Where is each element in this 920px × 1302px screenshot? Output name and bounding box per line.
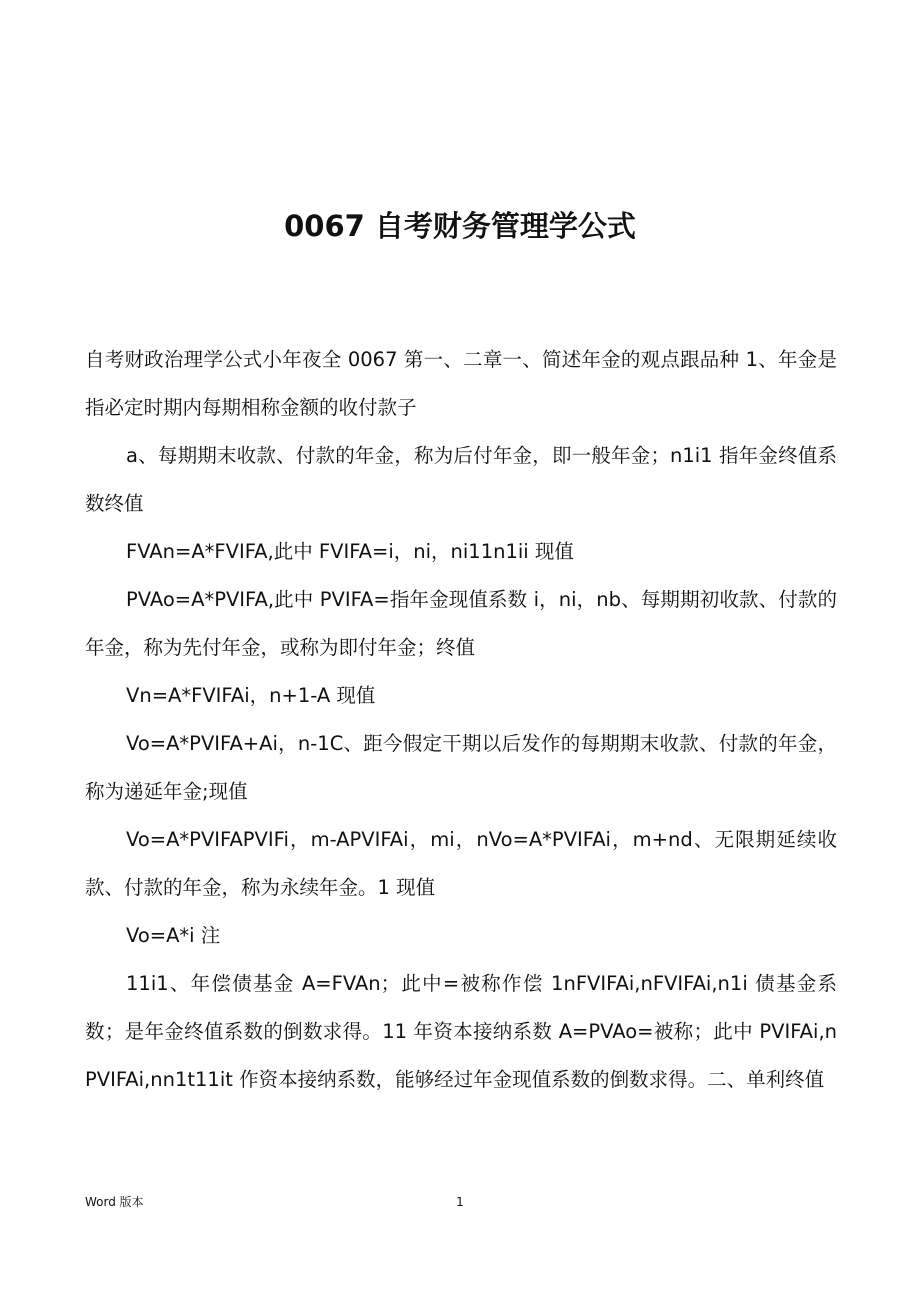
document-title: 0067 自考财务管理学公式 <box>284 209 636 243</box>
paragraph-deferred-annuity: Vo=A*PVIFA+Ai，n-1C、距今假定干期以后发作的每期期末收款、付款的年金，称为递延年金;现值 <box>85 732 837 803</box>
paragraph-perpetuity: Vo=A*PVIFAPVIFi，m-APVIFAi，mi，nVo=A*PVIFAi，m+nd、无限期延续收款、付款的年金，称为永续年金。1 现值 <box>85 828 837 899</box>
document-body <box>85 336 837 1104</box>
paragraph-pvao-formula: PVAo=A*PVIFA,此中 PVIFA=指年金现值系数 i，ni，nb、每期期初收款、付款的年金，称为先付年金，或称为即付年金；终值 <box>85 588 837 659</box>
paragraph-fvan-formula: FVAn=A*FVIFA,此中 FVIFA=i，ni，ni11n1ii 现值 <box>126 540 574 563</box>
paragraph-sinking-fund: 11i1、年偿债基金 A=FVAn；此中=被称作偿 1nFVIFAi,nFVIFAi,n1i 债基金系数；是年金终值系数的倒数求得。11 年资本接纳系数 A=PVAo=被称；此中 PVIFAi,nPVIFAi,nn1t11it 作资本接纳系数，能够经过年金现值系数的倒数求得。二、单利终值 <box>85 972 837 1091</box>
paragraph-intro: 自考财政治理学公式小年夜全 0067 第一、二章一、简述年金的观点跟品种 1、年金是指必定时期内每期相称金额的收付款子 <box>85 348 837 419</box>
footer-version-label: Word 版本 <box>85 1195 144 1209</box>
paragraph-vn-formula: Vn=A*FVIFAi，n+1-A 现值 <box>126 684 376 707</box>
paragraph-vo-note: Vo=A*i 注 <box>126 924 221 947</box>
paragraph-ordinary-annuity: a、每期期末收款、付款的年金，称为后付年金，即一般年金；n1i1 指年金终值系数终值 <box>85 444 837 515</box>
footer-page-number: 1 <box>456 1195 464 1209</box>
